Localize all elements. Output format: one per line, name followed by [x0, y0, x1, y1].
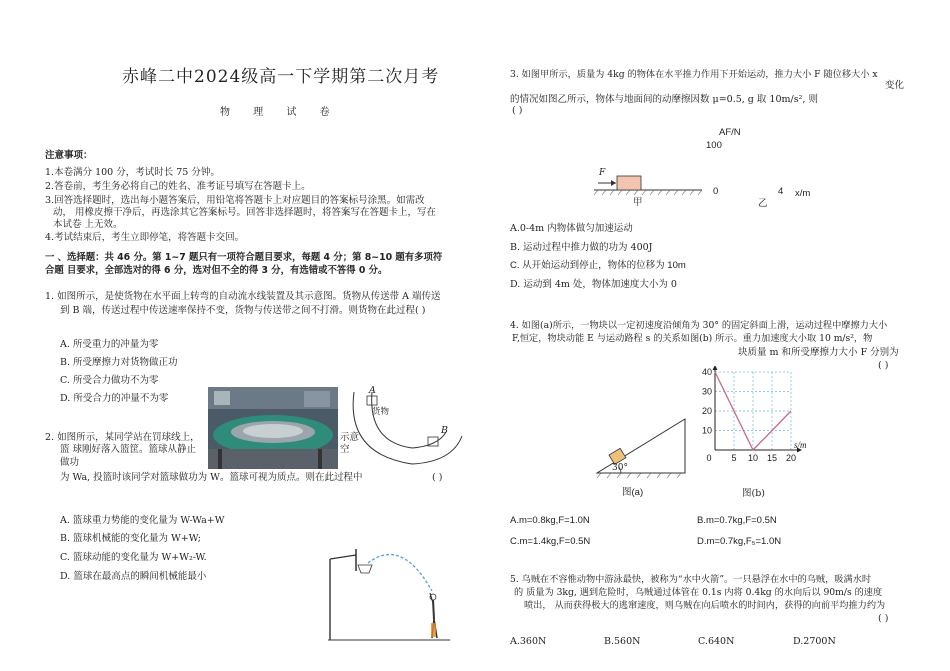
notice-item: 本试卷 上无效。 [53, 219, 123, 230]
q4-option-d: D.m=0.7kg,F₅=1.0N [697, 536, 782, 547]
notice-item: 4.考试结束后，考生立即停笔，将答题卡交回。 [45, 232, 245, 243]
q2-option-c: C. 篮球动能的变化量为 W+W₂-W. [60, 552, 207, 563]
force-label: F [599, 168, 606, 178]
x-tick-label: 0 [706, 453, 712, 463]
incline-angle-label: 30° [612, 463, 628, 473]
x-axis-label: s/m [794, 440, 807, 450]
q3-option-c: C. 从开始运动到停止，物体的位移为 10m [510, 260, 686, 271]
point-b-label: B [441, 425, 448, 436]
cargo-label: 货物 [372, 407, 390, 417]
figure-b-caption: 图(b) [742, 488, 765, 499]
q5-stem: 喷出， 从而获得极大的逃窜速度，则乌贼在向后喷水的时间内，获得的向前平均推力约为 [524, 600, 886, 611]
q3-stem: 的情况如图乙所示，物体与地面间的动摩擦因数 μ=0.5, g 取 10m/s², 则 [510, 94, 818, 105]
q4-stem: 4. 如图(a)所示，一物块以一定初速度沿倾角为 30° 的固定斜面上滑，运动过程中摩擦力大小 [510, 320, 888, 331]
q5-option-a: A.360N [510, 636, 547, 647]
q5-option-c: C.640N [698, 636, 735, 647]
q1-option-a: A. 所受重力的冲量为零 [60, 339, 159, 350]
notice-item: 3.回答选择题时，选出每小题答案后，用铅笔将答题卡上对应题目的答案标号涂黑。如需改 [45, 195, 425, 206]
q1-option-d: D. 所受合力的冲量不为零 [60, 393, 169, 404]
y-tick-label: 10 [701, 425, 712, 436]
q2-option-b: B. 篮球机械能的变化量为 W+W; [60, 533, 201, 544]
notice-item: 动， 用橡皮擦干净后，再选涂其它答案标号。回答非选择题时，将答案写在答题卡上，写在 [53, 207, 437, 218]
y-tick-label: 30 [701, 386, 712, 397]
figure-a-caption: 图(a) [622, 487, 644, 498]
q2-answer-paren: ( ) [432, 472, 443, 483]
figure-caption: 甲 [633, 197, 643, 208]
notice-item: 2.答卷前，考生务必将自己的姓名、准考证号填写在答题卡上。 [45, 181, 311, 192]
q5-stem: 5. 乌贼在不容惟动物中游泳最快，被称为“水中火箭”。一只悬浮在水中的乌贼，吸满水时 [510, 574, 872, 585]
q2-stem: 2. 如图所示，某同学站在罚球线上， [45, 432, 200, 443]
exam-subtitle: 物 理 试 卷 [220, 107, 340, 118]
q5-option-d: D.2700N [793, 636, 836, 647]
notice-heading: 注意事项： [45, 150, 93, 161]
y-axis-arrow-icon [713, 366, 718, 370]
ball-trajectory [368, 555, 432, 591]
q1-stem: 1. 如图所示，是使货物在水平面上转弯的自动流水线装置及其示意图。货物从传送带 A 端传送 [45, 291, 441, 302]
graph-y-label: AF/N [719, 127, 741, 138]
notice-item: 1.本卷满分 100 分，考试时长 75 分钟。 [45, 167, 220, 178]
point-a-label: A [369, 385, 376, 396]
q2-stem: 示意 [340, 432, 360, 443]
basket-hoop-icon [358, 565, 372, 573]
q2-stem: 空 [340, 444, 350, 455]
q2-option-a: A. 篮球重力势能的变化量为 W-Wa+W [60, 515, 225, 526]
q1-stem: 到 B 端，传送过程中传送速率保持不变，货物与传送带之间不打滑。则货物在此过程( ) [60, 305, 426, 316]
section-instructions: 合题 目要求，全部选对的得 6 分，选对但不全的得 3 分，有选错或不答得 0 分。 [45, 265, 388, 276]
q3-answer-paren: ( ) [512, 105, 523, 116]
q3-stem: 3. 如图甲所示，质量为 4kg 的物体在水平推力作用下开始运动，推力大小 F 随位移大小 x [510, 69, 878, 80]
q3-option-d: D. 运动到 4m 处，物体加速度大小为 0 [510, 279, 677, 290]
y-tick-label: 40 [701, 367, 712, 377]
x-tick-label: 20 [785, 453, 797, 463]
q2-option-d: D. 篮球在最高点的瞬间机械能最小 [60, 571, 207, 582]
graph-y-tick: 100 [706, 140, 722, 151]
x-tick-label: 5 [731, 453, 737, 463]
exam-title: 赤峰二中2024级高一下学期第二次月考 [122, 67, 440, 87]
graph-caption: 乙 [758, 198, 768, 209]
q3-option-a: A.0-4m 内物体做匀加速运动 [510, 223, 633, 234]
q4-stem: F,恒定，物块动能 E 与运动路程 s 的关系如图(b) 所示。重力加速度大小取 10 m/s²，物 [512, 333, 873, 344]
q1-option-c: C. 所受合力做功不为零 [60, 375, 159, 386]
section-instructions: 一 、选择题：共 46 分。第 1~7 题只有一项符合题目要求，每题 4 分；第 8~10 题有多项符 [45, 252, 443, 263]
conveyor-photo [208, 387, 338, 469]
conveyor-schematic [342, 384, 467, 474]
q3-option-b: B. 运动过程中推力做的功为 400J [510, 242, 653, 253]
graph-x-tick: 4 [778, 186, 784, 197]
push-block-figure [592, 168, 707, 198]
q3-stem: 变化 [885, 80, 905, 91]
q2-stem: 篮 球刚好落入篮筐。篮球从静止 [60, 444, 197, 455]
basketball-figure [322, 543, 462, 645]
graph-origin: 0 [713, 186, 719, 197]
x-tick-label: 15 [766, 453, 778, 463]
q4-option-c: C.m=1.4kg,F=0.5N [510, 536, 591, 547]
q5-answer-paren: ( ) [878, 613, 889, 624]
energy-distance-chart [695, 366, 815, 468]
incline-figure [593, 405, 693, 481]
q4-option-b: B.m=0.7kg,F=0.5N [697, 515, 777, 526]
q4-answer-paren: ( ) [878, 360, 889, 371]
q2-stem: 做功 [60, 457, 80, 468]
q4-stem: 块质量 m 和所受摩擦力大小 F 分别为 [738, 347, 899, 358]
y-tick-label: 20 [701, 406, 712, 416]
x-tick-label: 10 [747, 453, 759, 463]
graph-x-label: x/m [795, 188, 811, 199]
force-arrow-icon [611, 180, 616, 186]
q5-stem: 的 质量为 3kg, 遇到危险时，乌贼通过体管在 0.1s 内将 0.4kg 的水向后以 90m/s 的速度 [514, 587, 883, 598]
q4-option-a: A.m=0.8kg,F=1.0N [510, 515, 590, 526]
q5-option-b: B.560N [604, 636, 641, 647]
q1-option-b: B. 所受摩擦力对货物做正功 [60, 357, 178, 368]
q2-stem: 为 Wa, 投篮时该同学对篮球做功为 W。篮球可视为质点。则在此过程中 [60, 472, 363, 483]
block-icon [617, 176, 641, 190]
